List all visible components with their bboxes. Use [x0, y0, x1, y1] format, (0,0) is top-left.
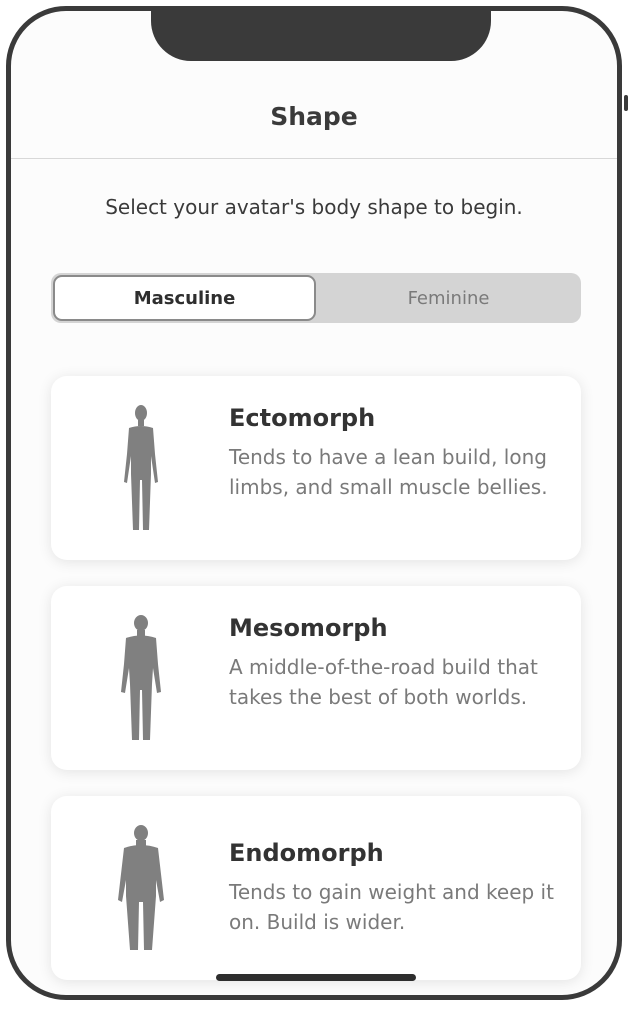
- segment-masculine[interactable]: Masculine: [53, 275, 316, 321]
- mesomorph-figure-icon: [111, 614, 171, 744]
- phone-notch: [151, 6, 491, 61]
- card-description: A middle-of-the-road build that takes the best of both worlds.: [229, 655, 538, 709]
- card-description: Tends to gain weight and keep it on. Build is wider.: [229, 880, 554, 934]
- body-shape-card-mesomorph[interactable]: [51, 586, 581, 770]
- segment-feminine[interactable]: Feminine: [407, 287, 490, 309]
- nav-header: [11, 86, 617, 159]
- phone-frame: [6, 6, 622, 1000]
- endomorph-figure-icon: [111, 824, 171, 954]
- card-title: Endomorph: [229, 839, 384, 867]
- card-description: Tends to have a lean build, long limbs, and small muscle bellies.: [229, 445, 548, 499]
- body-shape-card-endomorph[interactable]: [51, 796, 581, 980]
- card-title: Mesomorph: [229, 614, 388, 642]
- home-indicator[interactable]: [216, 974, 416, 981]
- phone-side-button: [624, 95, 628, 111]
- ectomorph-figure-icon: [111, 404, 171, 534]
- card-title: Ectomorph: [229, 404, 376, 432]
- page-title: Shape: [270, 101, 358, 131]
- gender-segmented-control: [51, 273, 581, 323]
- instruction-text: Select your avatar's body shape to begin.: [105, 195, 523, 219]
- body-shape-card-ectomorph[interactable]: [51, 376, 581, 560]
